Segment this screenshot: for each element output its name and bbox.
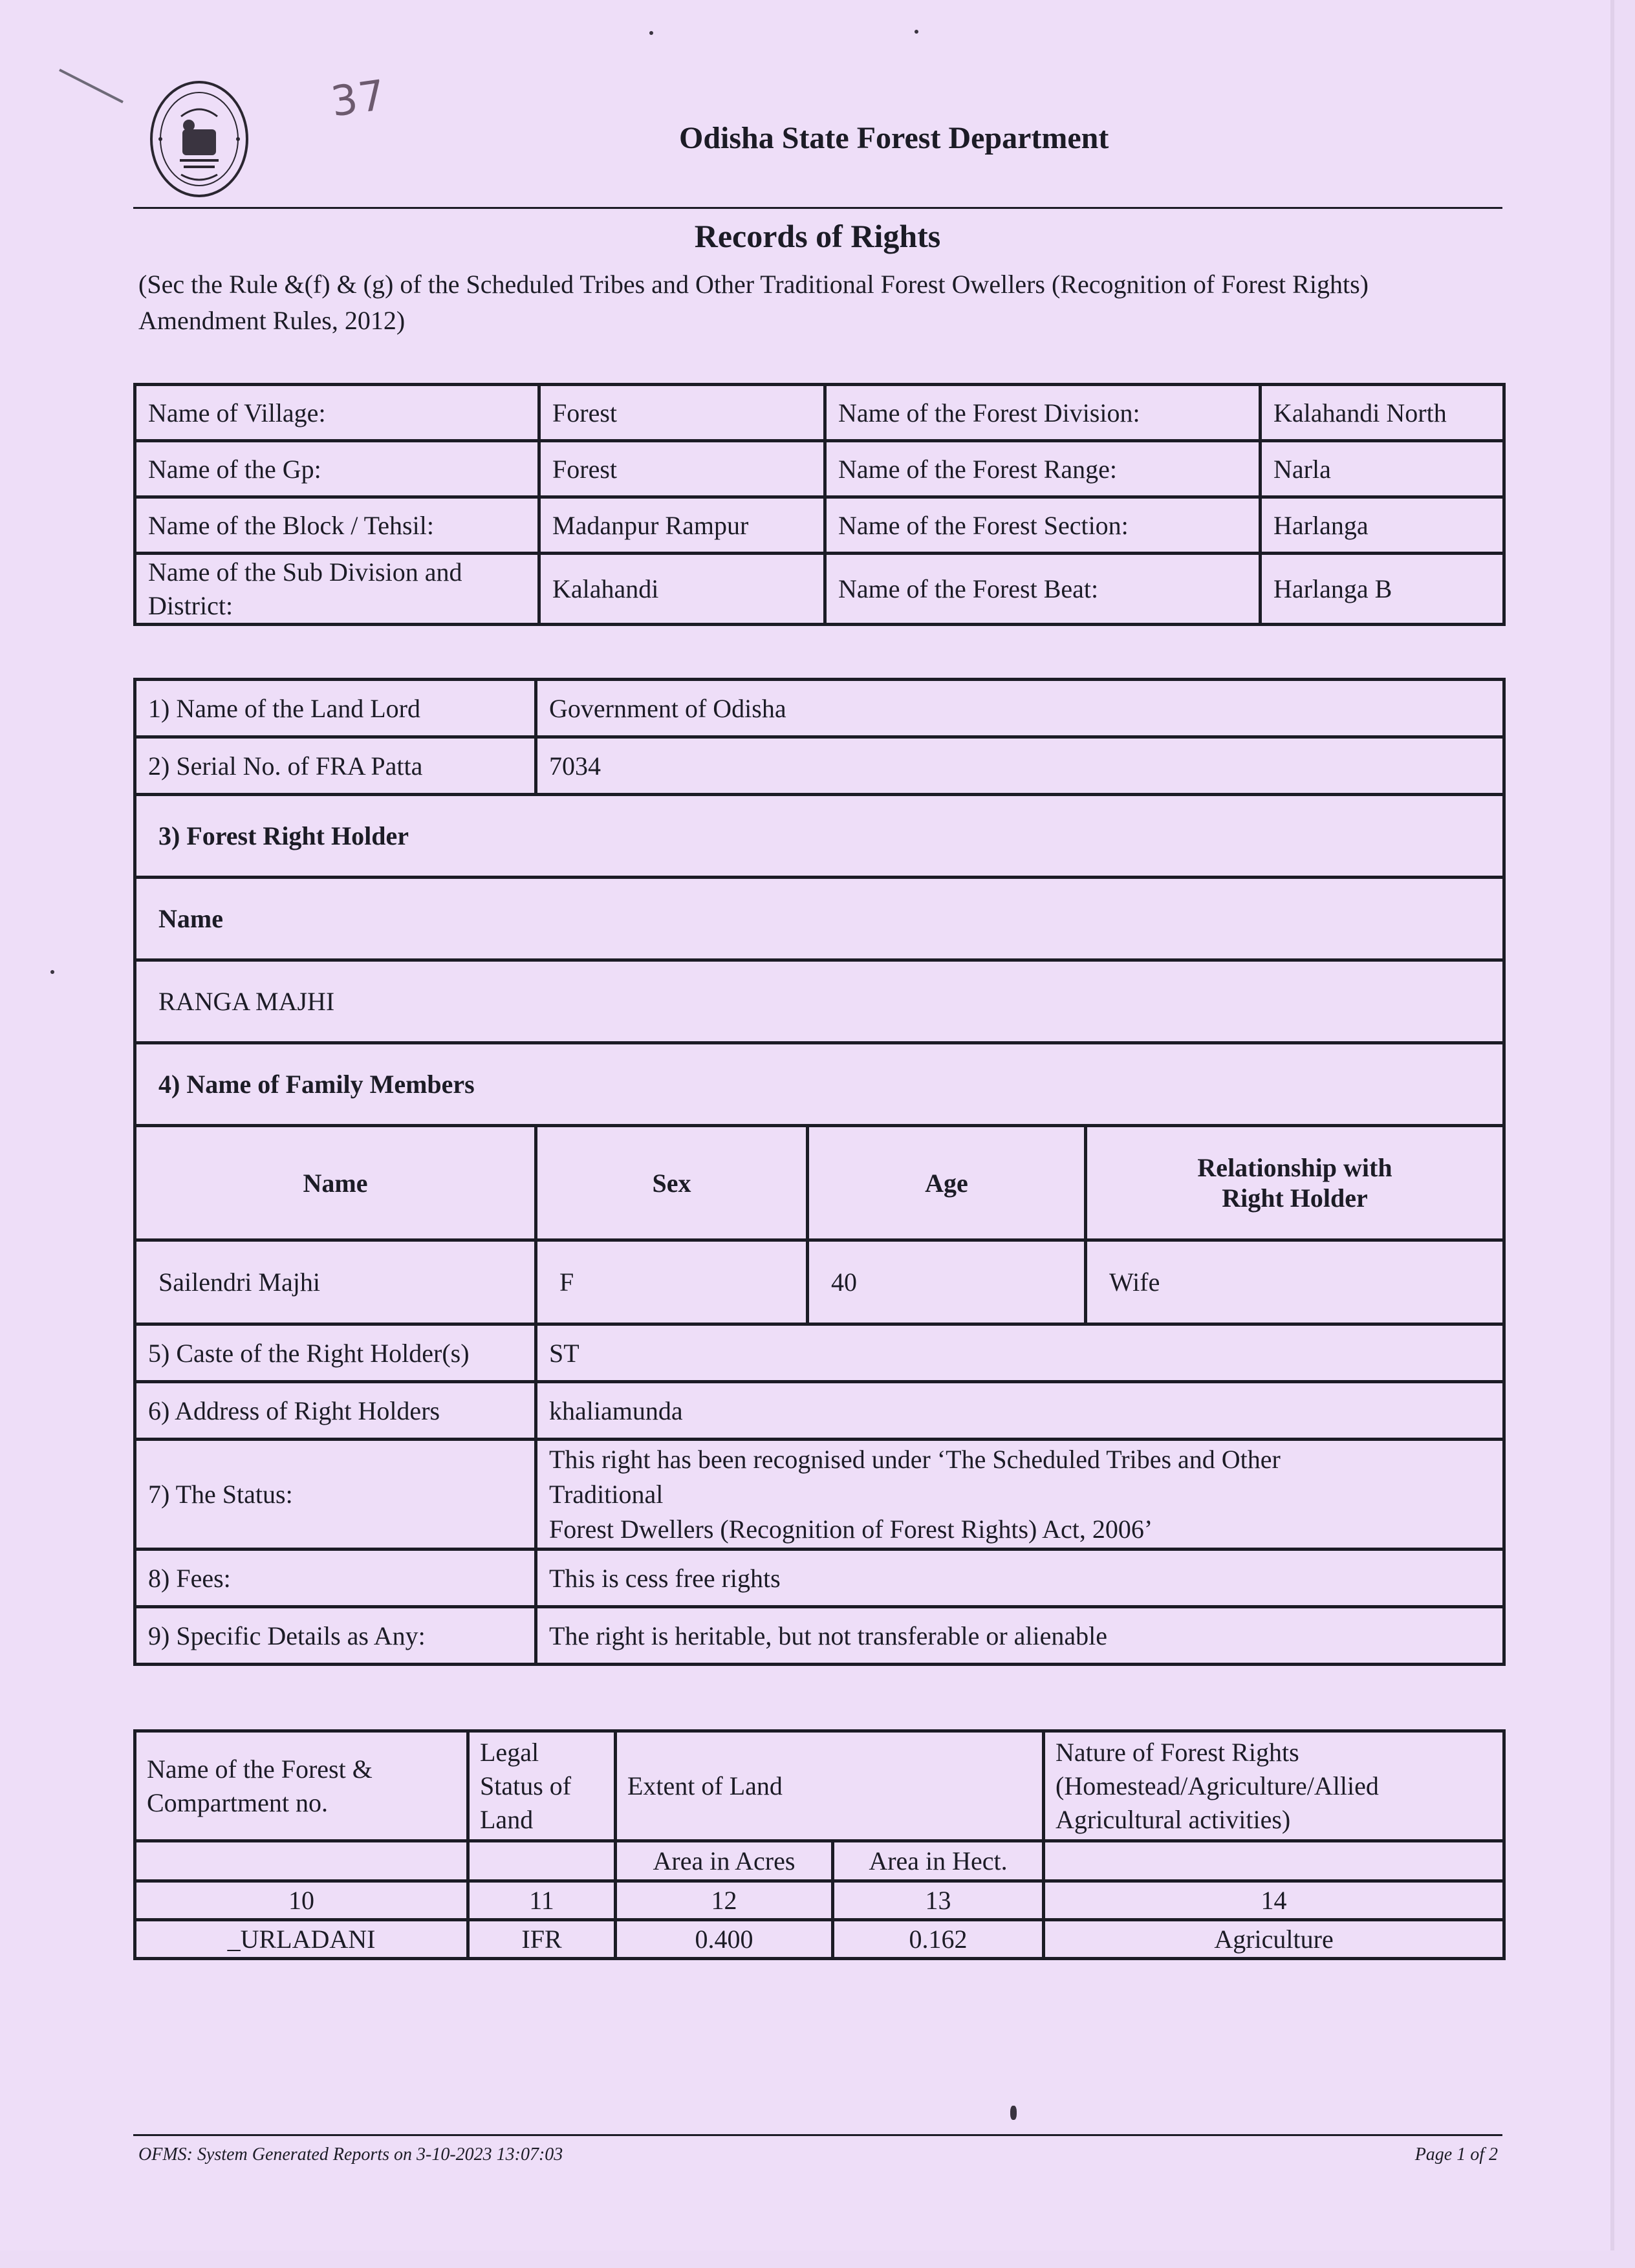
- area-hect-value: 0.162: [833, 1920, 1044, 1959]
- handwritten-page-number: 37: [328, 71, 390, 127]
- land-data-row: [135, 1920, 1504, 1959]
- family-col-age: Age: [808, 1126, 1086, 1240]
- legal-status-value: IFR: [468, 1920, 616, 1959]
- gp-value: Forest: [539, 441, 825, 497]
- forest-compartment-value: _URLADANI: [135, 1920, 468, 1959]
- block-value: Madanpur Rampur: [539, 497, 825, 554]
- col-nature-of-rights: Nature of Forest Rights (Homestead/Agriculture/Allied Agricultural activities): [1044, 1731, 1504, 1841]
- member-name: Sailendri Majhi: [135, 1240, 536, 1324]
- forest-division-label: Name of the Forest Division:: [825, 385, 1261, 441]
- land-lord-label: 1) Name of the Land Lord: [135, 680, 536, 737]
- col-number: 13: [833, 1881, 1044, 1920]
- status-label: 7) The Status:: [135, 1440, 536, 1550]
- col-legal-status: Legal Status of Land: [468, 1731, 616, 1841]
- table-row: [135, 1550, 1504, 1607]
- location-table: [133, 383, 1506, 626]
- rule-reference: (Sec the Rule &(f) & (g) of the Scheduled Tribes and Other Traditional Forest Owellers (Recognition of Forest Rights) Amendment Rules, 2012): [138, 270, 1369, 335]
- specific-value: The right is heritable, but not transferable or alienable: [536, 1607, 1504, 1665]
- member-age: 40: [808, 1240, 1086, 1324]
- ink-speck: [915, 30, 918, 34]
- forest-section-label: Name of the Forest Section:: [825, 497, 1261, 554]
- table-row: [135, 737, 1504, 795]
- area-acres-value: 0.400: [616, 1920, 833, 1959]
- ink-speck: [1010, 2106, 1017, 2120]
- land-table: [133, 1729, 1506, 1960]
- address-value: khaliamunda: [536, 1382, 1504, 1440]
- table-row: [135, 680, 1504, 737]
- sub-division-label: Name of the Sub Division and District:: [135, 554, 539, 625]
- family-heading: 4) Name of Family Members: [135, 1043, 1504, 1126]
- col-area-hect: Area in Hect.: [833, 1841, 1044, 1881]
- forest-division-value: Kalahandi North: [1261, 385, 1504, 441]
- col-number: 11: [468, 1881, 616, 1920]
- family-col-name: Name: [135, 1126, 536, 1240]
- fees-value: This is cess free rights: [536, 1550, 1504, 1607]
- land-subheader-row: [135, 1841, 1504, 1881]
- forest-beat-value: Harlanga B: [1261, 554, 1504, 625]
- sub-division-value: Kalahandi: [539, 554, 825, 625]
- table-row: [135, 441, 1504, 497]
- table-row: [135, 497, 1504, 554]
- page-number: Page 1 of 2: [1414, 2144, 1498, 2165]
- table-row: [135, 1607, 1504, 1665]
- table-row: [135, 1043, 1504, 1126]
- col-number: 10: [135, 1881, 468, 1920]
- forest-beat-label: Name of the Forest Beat:: [825, 554, 1261, 625]
- empty-cell: [468, 1841, 616, 1881]
- col-number: 12: [616, 1881, 833, 1920]
- right-holder-name: RANGA MAJHI: [135, 960, 1504, 1043]
- col-number: 14: [1044, 1881, 1504, 1920]
- ink-speck: [649, 31, 653, 35]
- village-value: Forest: [539, 385, 825, 441]
- generated-timestamp: OFMS: System Generated Reports on 3-10-2023 13:07:03: [138, 2144, 563, 2165]
- nature-of-rights-value: Agriculture: [1044, 1920, 1504, 1959]
- ink-speck: [50, 970, 54, 974]
- serial-label: 2) Serial No. of FRA Patta: [135, 737, 536, 795]
- block-label: Name of the Block / Tehsil:: [135, 497, 539, 554]
- department-name: Odisha State Forest Department: [679, 121, 1109, 155]
- document-title: Records of Rights: [694, 218, 941, 254]
- fees-label: 8) Fees:: [135, 1550, 536, 1607]
- address-label: 6) Address of Right Holders: [135, 1382, 536, 1440]
- state-emblem-seal: [147, 78, 251, 200]
- gp-label: Name of the Gp:: [135, 441, 539, 497]
- land-number-row: [135, 1881, 1504, 1920]
- forest-range-label: Name of the Forest Range:: [825, 441, 1261, 497]
- member-relationship: Wife: [1086, 1240, 1504, 1324]
- table-row: [135, 878, 1504, 960]
- caste-value: ST: [536, 1324, 1504, 1382]
- table-row: [135, 554, 1504, 625]
- specific-label: 9) Specific Details as Any:: [135, 1607, 536, 1665]
- family-col-relationship: Relationship with Right Holder: [1086, 1126, 1504, 1240]
- table-row: [135, 385, 1504, 441]
- family-header-row: [135, 1126, 1504, 1240]
- serial-value: 7034: [536, 737, 1504, 795]
- family-col-sex: Sex: [536, 1126, 808, 1240]
- col-forest-compartment: Name of the Forest & Compartment no.: [135, 1731, 468, 1841]
- member-sex: F: [536, 1240, 808, 1324]
- name-heading: Name: [135, 878, 1504, 960]
- family-member-row: [135, 1240, 1504, 1324]
- table-row: [135, 1382, 1504, 1440]
- right-holder-heading: 3) Forest Right Holder: [135, 795, 1504, 878]
- land-header-row: [135, 1731, 1504, 1841]
- caste-label: 5) Caste of the Right Holder(s): [135, 1324, 536, 1382]
- status-line-2: Forest Dwellers (Recognition of Forest Rights) Act, 2006’: [549, 1514, 1153, 1544]
- status-line-1: This right has been recognised under ‘The Scheduled Tribes and Other Traditional: [549, 1444, 1281, 1509]
- table-row: [135, 960, 1504, 1043]
- status-value: [536, 1440, 1504, 1550]
- col-area-acres: Area in Acres: [616, 1841, 833, 1881]
- footer-divider: [133, 2134, 1502, 2136]
- land-lord-value: Government of Odisha: [536, 680, 1504, 737]
- col-extent-of-land: Extent of Land: [616, 1731, 1044, 1841]
- table-row: [135, 795, 1504, 878]
- table-row: [135, 1440, 1504, 1550]
- forest-section-value: Harlanga: [1261, 497, 1504, 554]
- header-divider: [133, 207, 1502, 209]
- empty-cell: [1044, 1841, 1504, 1881]
- forest-range-value: Narla: [1261, 441, 1504, 497]
- table-row: [135, 1324, 1504, 1382]
- empty-cell: [135, 1841, 468, 1881]
- right-holder-table: [133, 678, 1506, 1666]
- village-label: Name of Village:: [135, 385, 539, 441]
